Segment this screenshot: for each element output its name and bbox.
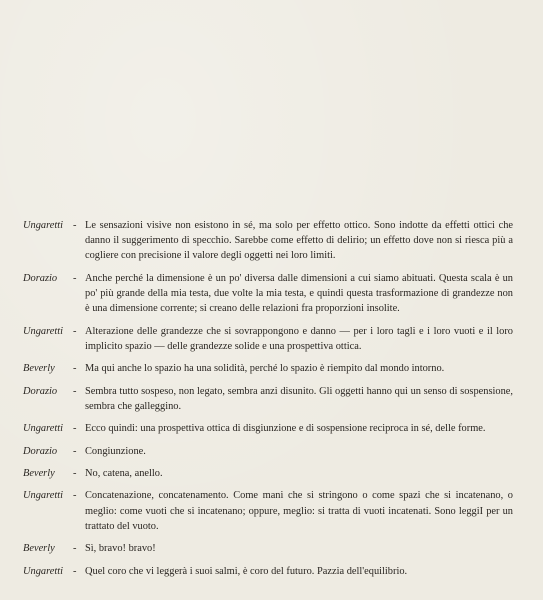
dialogue-transcript [23,218,513,586]
speaker-name: Beverly [23,543,55,555]
speaker-name: Dorazio [23,445,58,457]
dialogue-text: Ma qui anche lo spazio ha una solidità, perché lo spazio è riempito dal mondo intorno. [85,363,445,375]
speaker-separator: - [73,272,77,284]
dialogue-entry [23,384,513,414]
dialogue-text: Sì, bravo! bravo! [85,543,156,555]
dialogue-entry [23,466,513,481]
speaker-separator: - [73,363,77,375]
dialogue-entry [23,218,513,264]
dialogue-text: Ecco quindi: una prospettiva ottica di disgiunzione e di sospensione reciproca in sé, delle forme. [85,423,486,435]
dialogue-text: Concatenazione, concatenamento. Come mani che si stringono o come spazi che si incatenano, o meglio: come vuoti che si incatenano; oppure, meglio: si tratta di vuoti incatenati. Sono leggiI per un trattato del vuoto. [85,490,513,532]
speaker-separator: - [73,467,77,479]
speaker-name: Dorazio [23,385,58,397]
dialogue-entry [23,271,513,317]
dialogue-entry [23,361,513,376]
dialogue-text: Alterazione delle grandezze che si sovrappongono e danno — per i loro tagli e i loro vuoti e il loro implicito spazio — delle grandezze solide e una prospettiva ottica. [85,325,513,352]
speaker-name: Ungaretti [23,490,64,502]
speaker-separator: - [73,423,77,435]
dialogue-text: Le sensazioni visive non esistono in sé, ma solo per effetto ottico. Sono indotte da effetti ottici che danno il suggerimento di specchio. Sarebbe come effetto di delirio; un effetto dove non si riesca più a cogliere con precisione il valore degli oggetti nei loro limiti. [85,220,513,262]
speaker-name: Dorazio [23,272,58,284]
dialogue-text: No, catena, anello. [85,467,163,479]
speaker-separator: - [73,565,77,577]
dialogue-text: Congiunzione. [85,445,146,457]
speaker-name: Beverly [23,363,55,375]
speaker-name: Ungaretti [23,423,64,435]
dialogue-entry [23,421,513,436]
dialogue-entry [23,541,513,556]
dialogue-text: Anche perché la dimensione è un po' diversa dalle dimensioni a cui siamo abituati. Questa scala è un po' più grande della mia testa, due volte la mia testa, e quindi questa trasformazione di grandezze non è una dimensione corrente; si creano delle relazioni fra proporzioni insolite. [85,272,513,315]
dialogue-entry [23,564,513,579]
speaker-separator: - [73,445,77,457]
speaker-separator: - [73,325,77,337]
speaker-separator: - [73,543,77,555]
dialogue-entry [23,488,513,534]
speaker-name: Beverly [23,467,55,479]
speaker-separator: - [73,490,77,502]
speaker-name: Ungaretti [23,220,64,231]
dialogue-text: Sembra tutto sospeso, non legato, sembra anzi disunito. Gli oggetti hanno qui un senso di sospensione, sembra che galleggino. [85,385,513,412]
dialogue-entry [23,324,513,354]
dialogue-entry [23,444,513,459]
speaker-separator: - [73,220,77,231]
dialogue-text: Quel coro che vi leggerà i suoi salmi, è coro del futuro. Pazzia dell'equilibrio. [85,565,408,577]
speaker-name: Ungaretti [23,565,64,577]
speaker-name: Ungaretti [23,325,64,337]
speaker-separator: - [73,385,77,397]
